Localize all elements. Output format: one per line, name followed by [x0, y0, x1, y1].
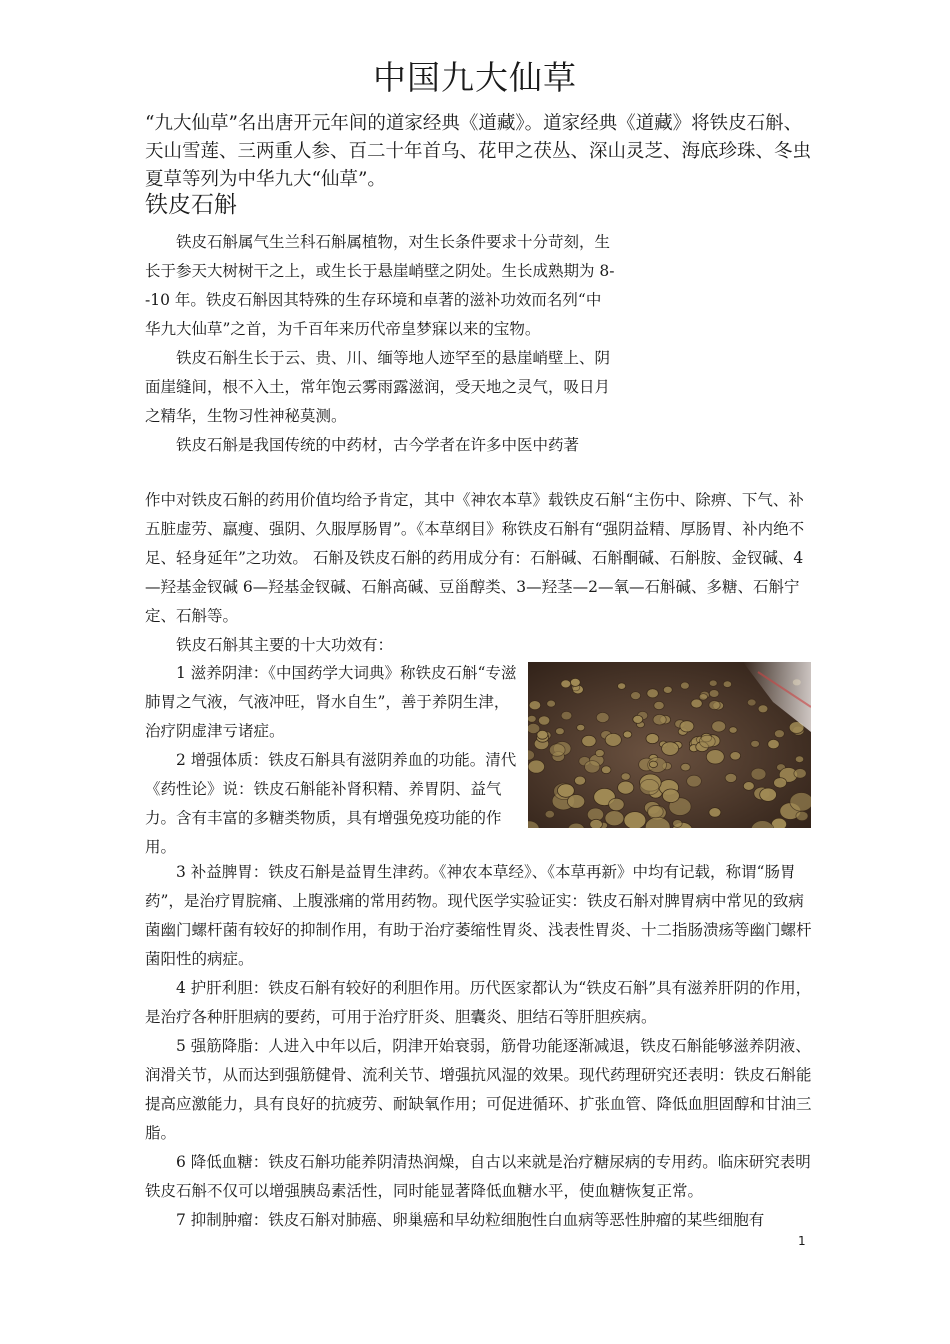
granule-shape [556, 728, 565, 735]
granule-shape [691, 699, 702, 708]
benefit-item-4: 4 护肝利胆：铁皮石斛有较好的利胆作用。历代医家都认为“铁皮石斛”具有滋养肝阴的作用，是治疗各种肝胆病的要药，可用于治疗肝炎、胆囊炎、胆结石等肝胆疾病。 [145, 979, 812, 1026]
granule-shape [654, 701, 664, 709]
granule-shape [774, 730, 784, 738]
granule-shape [601, 766, 611, 774]
granule-shape [528, 723, 540, 733]
granule-shape [605, 811, 624, 826]
granule-shape [729, 727, 737, 734]
granule-shape [590, 819, 603, 828]
benefit-item-3: 3 补益脾胃：铁皮石斛是益胃生津药。《神农本草经》、《本草再新》中均有记载，称谓“肠胃药”，是治疗胃脘痛、上腹涨痛的常用药物。现代医学实验证实：铁皮石斛对脾胃病中常见的致病菌幽门螺杆菌有较好的抑制作用，有助于治疗萎缩性胃炎、浅表性胃炎、十二指肠溃疡等幽门螺杆菌阳性的病症。 [145, 863, 812, 968]
granule-shape [751, 768, 766, 780]
granule-shape [633, 715, 643, 723]
granule-shape [743, 782, 754, 791]
granule-shape [538, 716, 549, 725]
granule-shape [796, 811, 808, 821]
granule-shape [771, 818, 786, 828]
granule-shape [653, 714, 666, 725]
benefits-beside-photo [145, 659, 517, 862]
benefit-item-6: 6 降低血糖：铁皮石斛功能养阴清热润燥，自古以来就是治疗糖尿病的专用药。临床研究表明铁皮石斛不仅可以增强胰岛素活性，同时能显著降低血糖水平，使血糖恢复正常。 [145, 1153, 811, 1200]
granule-shape [709, 680, 717, 686]
granule-shape [699, 694, 707, 701]
granule-shape [582, 735, 596, 746]
granule-shape [624, 812, 646, 828]
page-number: 1 [798, 1234, 806, 1248]
granule-shape [706, 750, 724, 764]
description-block [145, 228, 615, 460]
granule-shape [790, 793, 811, 812]
granule-shape [649, 761, 657, 768]
benefits-full-block [145, 858, 813, 1235]
granule-shape [681, 763, 691, 771]
granule-shape [699, 735, 715, 748]
granule-shape [605, 733, 621, 746]
granule-shape [609, 798, 625, 811]
intro-text: “九大仙草”名出唐开元年间的道家经典《道藏》。道家经典《道藏》将铁皮石斛、天山雪莲、三两重人参、百二十年首乌、花甲之茯丛、深山灵芝、海底珍珠、冬虫夏草等列为中华九大“仙草”。 [145, 113, 812, 190]
granule-shape [631, 692, 641, 700]
granule-shape [662, 789, 679, 803]
granule-shape [751, 740, 760, 747]
benefit-item-5: 5 强筋降脂：人进入中年以后，阴津开始衰弱，筋骨功能逐渐减退，铁皮石斛能够滋养阴液、润滑关节，从而达到强筋健骨、流利关节、增强抗风湿的效果。现代药理研究还表明：铁皮石斛能提高应激能力，具有良好的抗疲劳、耐缺氧作用；可促进循环、扩张血管、降低血胆固醇和甘油三脂。 [145, 1037, 812, 1142]
granule-shape [709, 690, 719, 698]
granule-shape [758, 705, 768, 713]
granule-shape [529, 701, 541, 710]
granule-shape [545, 810, 554, 818]
granule-shape [663, 686, 672, 693]
granule-shape [768, 739, 780, 748]
granule-shape [760, 788, 777, 801]
intro-paragraph [145, 110, 815, 194]
granule-shape [747, 699, 756, 706]
granule-shape [528, 715, 536, 722]
granule-shape [577, 724, 585, 731]
granule-shape [618, 683, 626, 690]
granule-shape [585, 761, 600, 773]
granule-shape [596, 712, 609, 722]
granule-shape [549, 744, 565, 757]
granule-shape [647, 689, 659, 698]
benefit-item-7: 7 抑制肿瘤：铁皮石斛对肺癌、卵巢癌和早幼粒细胞性白血病等恶性肿瘤的某些细胞有 [176, 1211, 765, 1229]
granule-shape [725, 773, 737, 782]
granule-shape [730, 752, 741, 760]
document-title: 中国九大仙草 [373, 58, 577, 97]
benefit-item-1: 1 滋养阴津：《中国药学大词典》称铁皮石斛“专滋肺胃之气液，气液冲旺，肾水自生”，善于养阴生津，治疗阴虚津亏诸症。 [145, 664, 517, 740]
granule-shape [618, 781, 634, 794]
granule-shape [621, 773, 630, 780]
dendrobium-photo-graphic [528, 662, 811, 828]
granule-shape [646, 734, 659, 744]
benefits-intro: 铁皮石斛其主要的十大功效有： [176, 636, 394, 654]
granule-shape [595, 750, 604, 757]
granule-shape [647, 805, 663, 818]
paragraph-habitat: 铁皮石斛生长于云、贵、川、缅等地人迹罕至的悬崖峭壁上、阴面崖缝间，根不入土，常年饱云雾雨露滋润，受天地之灵气，吸日月之精华，生物习性神秘莫测。 [145, 349, 611, 425]
granule-shape [794, 769, 806, 779]
granule-shape [640, 779, 659, 794]
granule-shape [528, 760, 545, 773]
granule-shape [623, 731, 632, 738]
granule-shape [561, 711, 572, 720]
granule-shape [680, 721, 694, 732]
dendrobium-photo [528, 662, 811, 828]
granule-shape [574, 776, 585, 785]
granule-shape [709, 808, 721, 818]
paragraph-history: 作中对铁皮石斛的药用价值均给予肯定，其中《神农本草》载铁皮石斛“主伤中、除痹、下气、补五脏虚劳、羸瘦、强阴、久服厚肠胃”。《本草纲目》称铁皮石斛有“强阴益精、厚肠胃、补内绝不足、轻身延年”之功效。 石斛及铁皮石斛的药用成分有：石斛碱、石斛酮碱、石斛胺、金钗碱、4—羟基金钗碱 6—羟基金钗碱、石斛高碱、豆甾醇类、3—羟茎—2—氧—石斛碱、多糖、石斛宁定、石斛等。 [145, 491, 805, 625]
granule-shape [723, 681, 731, 688]
granule-shape [673, 820, 683, 828]
granule-shape [561, 680, 571, 688]
paragraph-description: 铁皮石斛属气生兰科石斛属植物，对生长条件要求十分苛刻，生长于参天大树树干之上，或生长于悬崖峭壁之阴处。生长成熟期为 8--10 年。铁皮石斛因其特殊的生存环境和卓著的滋补功效而名列“中华九大仙草”之首，为千百年来历代帝皇梦寐以来的宝物。 [145, 233, 615, 338]
granule-shape [547, 700, 556, 707]
granule-shape [709, 701, 720, 710]
granule-shape [662, 742, 679, 756]
history-block [145, 486, 813, 660]
section-heading: 铁皮石斛 [145, 192, 237, 218]
granule-shape [681, 682, 690, 689]
granule-shape [687, 775, 702, 787]
granule-shape [795, 756, 803, 763]
granule-shape [712, 721, 726, 732]
paragraph-history-first-line: 铁皮石斛是我国传统的中药材，古今学者在许多中医中药著 [176, 436, 580, 454]
benefit-item-2: 2 增强体质：铁皮石斛具有滋阴养血的功能。清代《药性论》说：铁皮石斛能补肾积精、养胃阴、益气力。含有丰富的多糖类物质，具有增强免疫功能的作用。 [145, 751, 517, 856]
granule-shape [774, 778, 787, 788]
granule-shape [570, 678, 580, 686]
granule-shape [567, 795, 584, 809]
